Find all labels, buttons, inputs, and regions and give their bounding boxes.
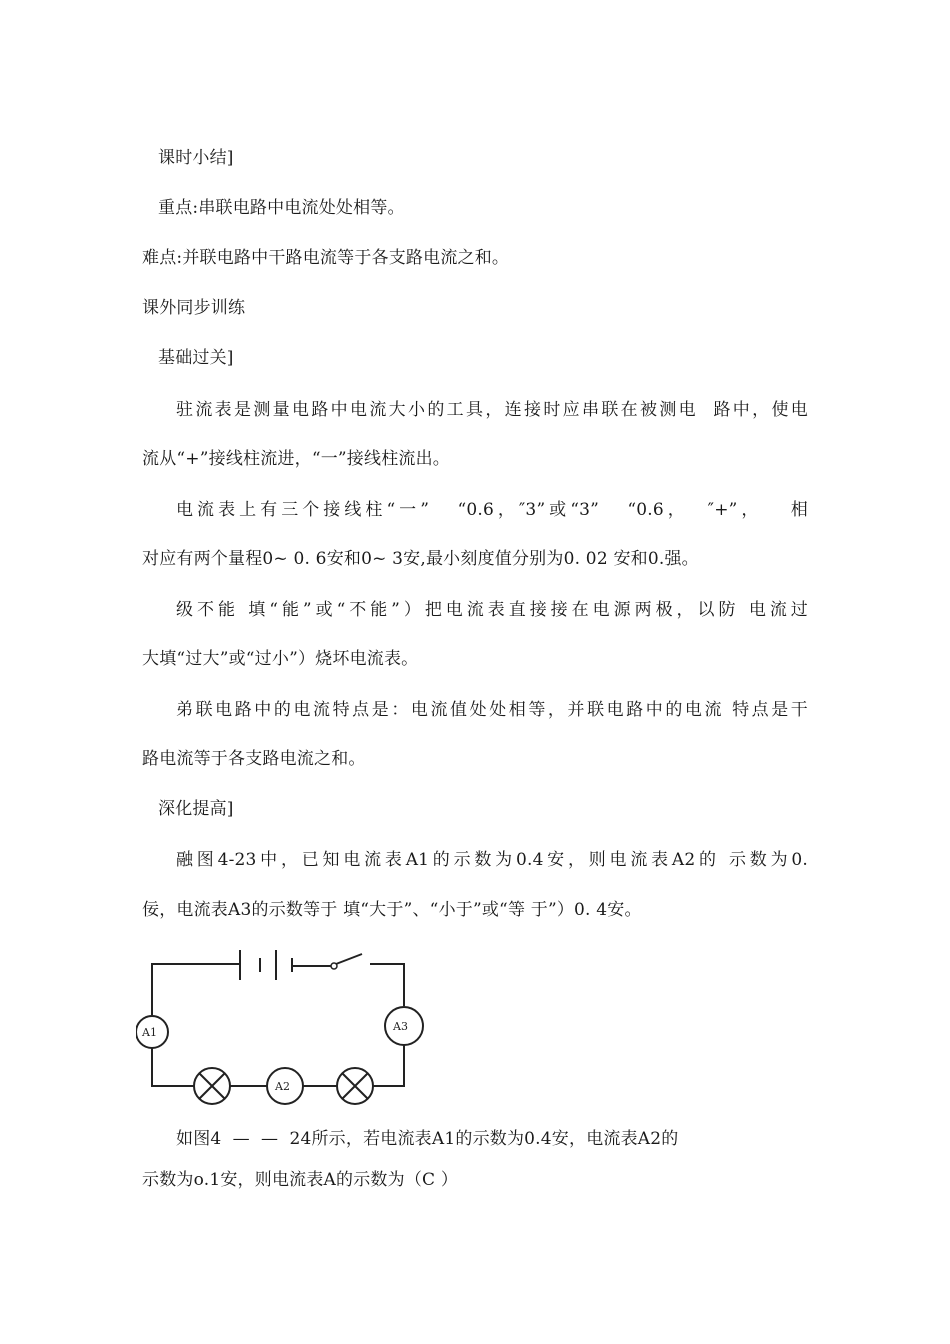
key-point-text: 重点:串联电路中电流处处相等。 [158,198,405,218]
section-heading-summary: 课时小结] [158,148,234,168]
paragraph-4-line-1: 弟联电路中的电流特点是：电流值处处相等，并联电路中的电流 特点是干 [176,700,808,720]
question-1-line-1: 融图4-23中，已知电流表A1的示数为0.4安，则电流表A2的 示数为0. [176,850,808,870]
question-2-line-2: 示数为o.1安，则电流表A的示数为（C ） [142,1170,459,1190]
paragraph-2-line-2: 对应有两个量程0~ 0. 6安和0~ 3安,最小刻度值分别为0. 02 安和0.强。 [142,549,699,569]
subheading-basics: 基础过关] [158,348,234,368]
paragraph-1-line-2: 流从“+”接线柱流进，“一”接线柱流出。 [142,449,451,469]
paragraph-3-line-1: 级不能 填“能”或“不能”）把电流表直接接在电源两极，以防 电流过 [176,600,808,620]
question-2-line-1: 如图4 — — 24所示，若电流表A1的示数为0.4安，电流表A2的 [176,1129,679,1149]
subheading-advanced: 深化提高] [158,799,234,819]
difficult-point-text: 难点:并联电路中干路电流等于各支路电流之和。 [142,248,510,268]
question-1-line-2: 佞，电流表A3的示数等于 填“大于”、“小于”或“等 于”）0. 4安。 [142,900,642,920]
circuit-diagram [136,940,426,1110]
ammeter-a2-label: A2 [275,1080,290,1093]
paragraph-4-line-2: 路电流等于各支路电流之和。 [142,749,366,769]
paragraph-1-line-1: 驻流表是测量电路中电流大小的工具，连接时应串联在被测电 路中，使电 [176,400,808,420]
ammeter-a3-label: A3 [393,1020,408,1033]
section-heading-exercises: 课外同步训练 [142,298,246,318]
switch-lever [336,954,362,964]
paragraph-2-line-1: 电流表上有三个接线柱“一” “0.6，″3”或“3” “0.6， ″+”， 相 [176,500,808,520]
ammeter-a1-label: A1 [142,1026,157,1039]
wire-bottom-left [152,1048,194,1086]
wire-top-right [370,964,404,1006]
paragraph-3-line-2: 大填“过大”或“过小”）烧坏电流表。 [142,649,419,669]
wire-top-left [152,964,240,1015]
wire-bottom-right [373,1045,404,1086]
